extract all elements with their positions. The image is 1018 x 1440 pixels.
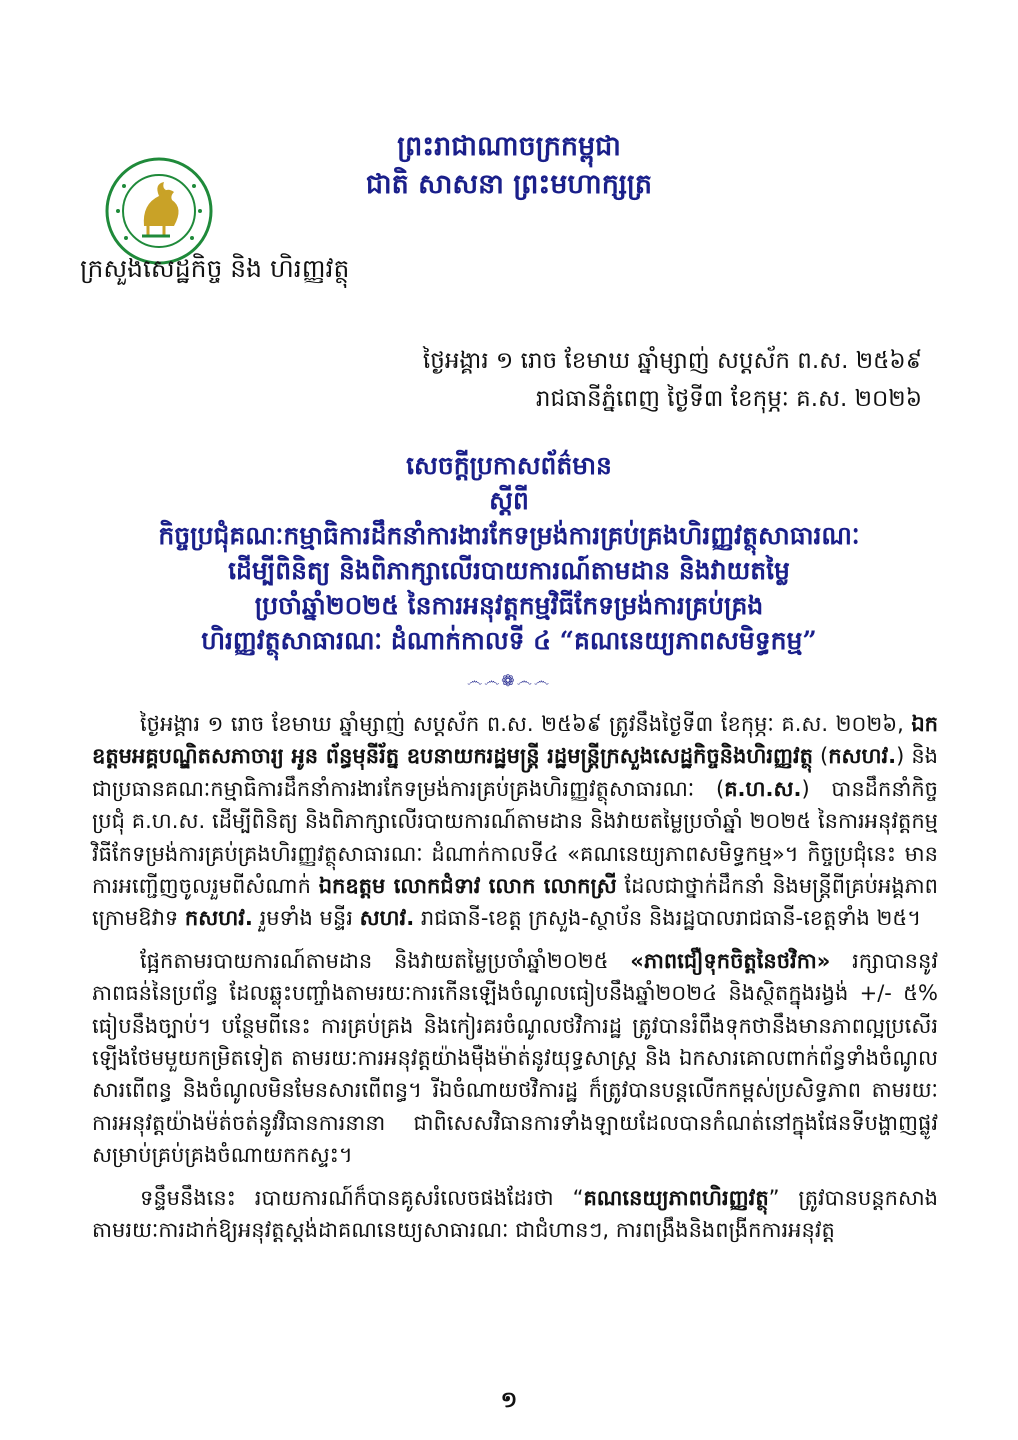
p3-financial-accountability: គណនេយ្យភាពហិរញ្ញវត្ថុ	[583, 1185, 769, 1210]
ministry-name: ក្រសួងសេដ្ឋកិច្ច និង ហិរញ្ញវត្ថុ	[80, 254, 350, 283]
title-line-3: កិច្ចប្រជុំគណៈកម្មាធិការដឹកនាំការងារកែទម្រង់ការគ្រប់គ្រងហិរញ្ញវត្ថុសាធារណៈ	[158, 521, 860, 550]
p1-attendees: ឯកឧត្តម លោកជំទាវ លោក លោកស្រី	[318, 874, 617, 899]
p2-text: រក្សាបាននូវភាពធន់នៃប្រព័ន្ធ ដែលឆ្លុះបញ្ចាំងតាមរយៈការកើនឡើងចំណូលធៀបនឹងឆ្នាំ២០២៤ និងស្ថិតក្នុងរង្វង់ +/- ៥% ធៀបនឹងច្បាប់។ បន្ថែមពីនេះ ការគ្រប់គ្រង និងកៀរគរចំណូលថវិការដ្ឋ ត្រូវបានរំពឹងទុកថានឹងមានភាពល្អប្រសើរឡើងថែមមួយកម្រិតទៀត តាមរយៈការអនុវត្តយ៉ាងម៉ឺងម៉ាត់នូវយុទ្ធសាស្ត្រ និង ឯកសារគោលពាក់ព័ន្ធទាំងចំណូលសារពើពន្ធ និងចំណូលមិនមែនសារពើពន្ធ។ រីឯចំណាយថវិការដ្ឋ ក៏ត្រូវបានបន្តលើកកម្ពស់ប្រសិទ្ធភាព តាមរយៈការអនុវត្តយ៉ាងម៉ត់ចត់នូវវិធានការនានា ជាពិសេសវិធានការទាំងឡាយដែលបានកំណត់នៅក្នុងផែនទីបង្ហាញផ្លូវសម្រាប់គ្រប់គ្រងចំណាយកកស្ទះ។	[92, 948, 939, 1168]
p1-abbrev-committee: គ.ហ.ស.	[724, 776, 802, 801]
paragraph-1	[92, 708, 938, 935]
p1-text: (	[813, 744, 829, 769]
p1-text: រាជធានី-ខេត្ត ក្រសួង-ស្ថាប័ន និងរដ្ឋបាលរាជធានី-ខេត្តទាំង ២៥។	[414, 906, 922, 931]
title-line-6: ហិរញ្ញវត្ថុសាធារណៈ ដំណាក់កាលទី ៤ “គណនេយ្យភាពសមិទ្ធកម្ម”	[201, 626, 817, 655]
title-line-1: សេចក្តីប្រកាសព័ត៌មាន	[406, 451, 612, 480]
p1-text: ថ្ងៃអង្គារ ១ រោច ខែមាឃ ឆ្នាំម្សាញ់ សប្តស័ក ព.ស. ២៥៦៩ ត្រូវនឹងថ្ងៃទី៣ ខែកុម្ភៈ គ.ស. ២០២៦,	[140, 712, 912, 736]
p2-text: ផ្អែកតាមរបាយការណ៍តាមដាន និងវាយតម្លៃប្រចាំឆ្នាំ២០២៥	[140, 948, 631, 973]
p3-text: ទន្ទឹមនឹងនេះ របាយការណ៍ក៏បានគូសរំលេចផងដែរថា “	[140, 1185, 584, 1210]
page-number: ១	[500, 1387, 518, 1413]
p1-minister-name: ឯកឧត្តមអគ្គបណ្ឌិតសភាចារ្យ អូន ព័ន្ធមុនីរ័ត្ន ឧបនាយករដ្ឋមន្ត្រី រដ្ឋមន្ត្រីក្រសួងសេដ្ឋកិច្ចនិងហិរញ្ញវត្ថុ	[92, 712, 938, 769]
p1-abbrev-mef: កសហវ.	[184, 906, 253, 931]
kingdom-line-1: ព្រះរាជាណាចក្រកម្ពុជា	[397, 131, 621, 162]
kingdom-line-2: ជាតិ សាសនា ព្រះមហាក្សត្រ	[365, 169, 653, 200]
p1-text: រួមទាំង មន្ទីរ	[252, 906, 360, 931]
document-date	[423, 342, 922, 418]
p1-abbrev-dept: សហវ.	[359, 906, 415, 931]
ministry-logo	[104, 156, 214, 266]
title-line-2: ស្តីពី	[489, 486, 529, 515]
press-release-title	[60, 448, 958, 658]
title-line-4: ដើម្បីពិនិត្យ និងពិភាក្សាលើរបាយការណ៍តាមដាន និងវាយតម្លៃ	[228, 556, 790, 585]
p2-budget-credibility: «ភាពជឿទុកចិត្តនៃថវិកា»	[630, 948, 831, 973]
p1-text: ) បានដឹកនាំកិច្ចប្រជុំ គ.ហ.ស. ដើម្បីពិនិត្យ និងពិភាក្សាលើរបាយការណ៍តាមដាន និងវាយតម្លៃប្រចាំឆ្នាំ ២០២៥ នៃការអនុវត្តកម្មវិធីកែទម្រង់ការគ្រប់គ្រងហិរញ្ញវត្ថុសាធារណៈ ដំណាក់កាលទី៤ «គណនេយ្យភាពសមិទ្ធកម្ម»។ កិច្ចប្រជុំនេះ មានការអញ្ជើញចូលរួមពីសំណាក់	[92, 776, 938, 899]
document-body	[92, 708, 938, 1257]
paragraph-2	[92, 945, 938, 1172]
p1-text: ដែលជាថ្នាក់ដឹកនាំ និងមន្ត្រីពីគ្រប់អង្គភាពក្រោមឱវាទ	[92, 874, 938, 931]
p1-text: ) និងជាប្រធានគណៈកម្មាធិការដឹកនាំការងារកែទម្រង់ការគ្រប់គ្រងហិរញ្ញវត្ថុសាធារណៈ (	[92, 744, 938, 801]
p1-abbrev-mef: កសហវ.	[828, 744, 897, 769]
lunar-date: ថ្ងៃអង្គារ ១ រោច ខែមាឃ ឆ្នាំម្សាញ់ សប្តស័ក ព.ស. ២៥៦៩	[422, 348, 922, 374]
solar-date: រាជធានីភ្នំពេញ ថ្ងៃទី៣ ខែកុម្ភៈ គ.ស. ២០២៦	[535, 386, 922, 412]
p3-text: ” ត្រូវបានបន្តកសាងតាមរយៈការដាក់ឱ្យអនុវត្តស្តង់ដាគណនេយ្យសាធារណៈ ជាជំហានៗ, ការពង្រឹងនិងពង្រីកការអនុវត្ត	[92, 1185, 938, 1243]
title-ornament: ෴෴❁෴෴	[466, 671, 552, 690]
title-line-5: ប្រចាំឆ្នាំ២០២៥ នៃការអនុវត្តកម្មវិធីកែទម្រង់ការគ្រប់គ្រង	[254, 591, 764, 620]
paragraph-3	[92, 1182, 938, 1247]
